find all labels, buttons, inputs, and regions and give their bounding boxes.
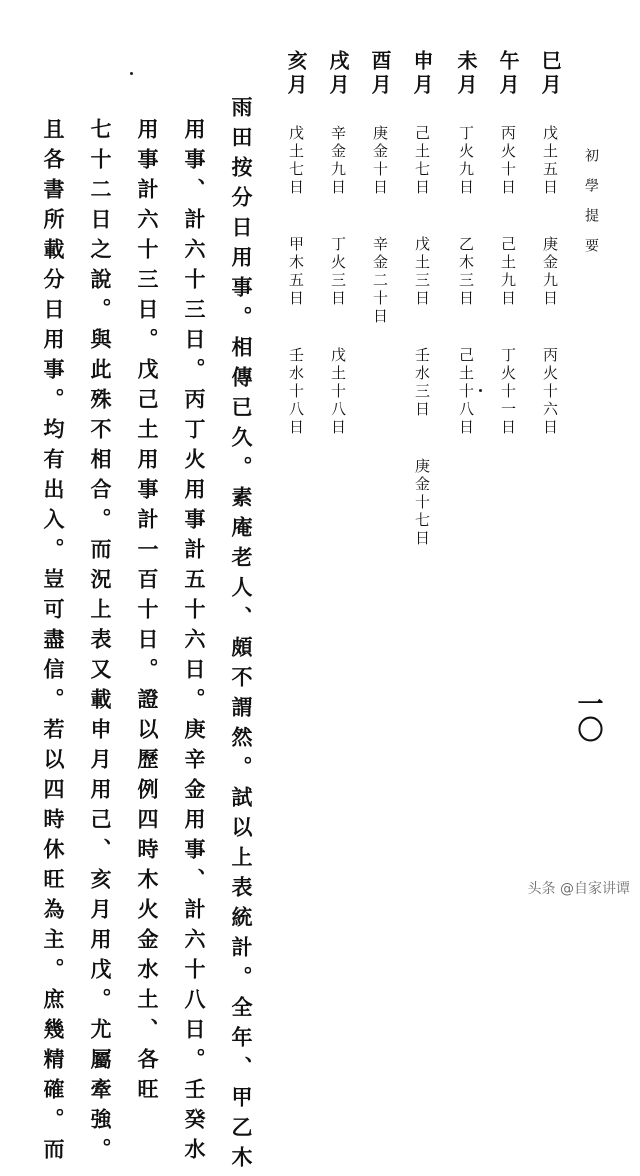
- table-entry: 己土九日: [499, 236, 517, 308]
- month-label: 巳月: [538, 50, 562, 98]
- table-entry: 壬水三日: [413, 347, 431, 419]
- month-label: 戌月: [326, 50, 350, 98]
- body-column-4: 七十二日之說。與此殊不相合。而況上表又載申月用己、亥月用戊。尤屬牽強。: [88, 118, 113, 1168]
- table-entry: 戊土三日: [413, 236, 431, 308]
- table-entry: 戊土七日: [287, 125, 305, 197]
- month-label: 申月: [410, 50, 434, 98]
- month-label: 未月: [454, 50, 478, 98]
- month-label: 午月: [496, 50, 520, 98]
- page-number: 一〇: [573, 690, 603, 742]
- table-entry: 乙木三日: [457, 236, 475, 308]
- watermark: [528, 878, 630, 898]
- month-label: 酉月: [368, 50, 392, 98]
- table-entry: 庚金十日: [371, 125, 389, 197]
- table-column-wu: [498, 50, 518, 437]
- body-column-2: 用事、計六十三日。丙丁火用事計五十六日。庚辛金用事、計六十八日。壬癸水: [182, 118, 207, 1168]
- table-entry: 辛金二十日: [371, 236, 389, 326]
- table-column-si: [540, 50, 560, 437]
- table-entry: 辛金九日: [329, 125, 347, 197]
- table-entry: 己土十八日: [457, 347, 475, 437]
- table-entry: 丁火九日: [457, 125, 475, 197]
- table-entry: 己土七日: [413, 125, 431, 197]
- table-column-shen: [412, 50, 432, 548]
- table-entry: 戊土十八日: [329, 347, 347, 437]
- table-entry: 丙火十日: [499, 125, 517, 197]
- scan-speck: [130, 72, 133, 75]
- table-entry: 戊土五日: [541, 125, 559, 197]
- table-column-you: [370, 50, 390, 326]
- watermark-text: 头条 @自家讲谭: [527, 881, 630, 897]
- table-entry: 丁火十一日: [499, 347, 517, 437]
- table-column-hai: [286, 50, 306, 437]
- table-entry: 丙火十六日: [541, 347, 559, 437]
- table-entry: 庚金十七日: [413, 458, 431, 548]
- table-entry: 甲木五日: [287, 236, 305, 308]
- scan-speck: [479, 389, 482, 392]
- month-label: 亥月: [284, 50, 308, 98]
- header-title: 初學提要: [583, 148, 599, 268]
- body-column-1: 雨田按分日用事。相傳已久。素庵老人、頗不謂然。試以上表統計。全年、甲乙木: [229, 96, 254, 1176]
- table-column-xu: [328, 50, 348, 437]
- table-entry: 壬水十八日: [287, 347, 305, 437]
- table-column-wei: [456, 50, 476, 437]
- body-column-5: 且各書所載分日用事。均有出入。豈可盡信。若以四時休旺為主。庶幾精確。而: [41, 118, 66, 1168]
- table-entry: 庚金九日: [541, 236, 559, 308]
- table-entry: 丁火三日: [329, 236, 347, 308]
- body-column-3: 用事計六十三日。戊己土用事計一百十日。證以歷例四時木火金水土、各旺: [135, 118, 160, 1108]
